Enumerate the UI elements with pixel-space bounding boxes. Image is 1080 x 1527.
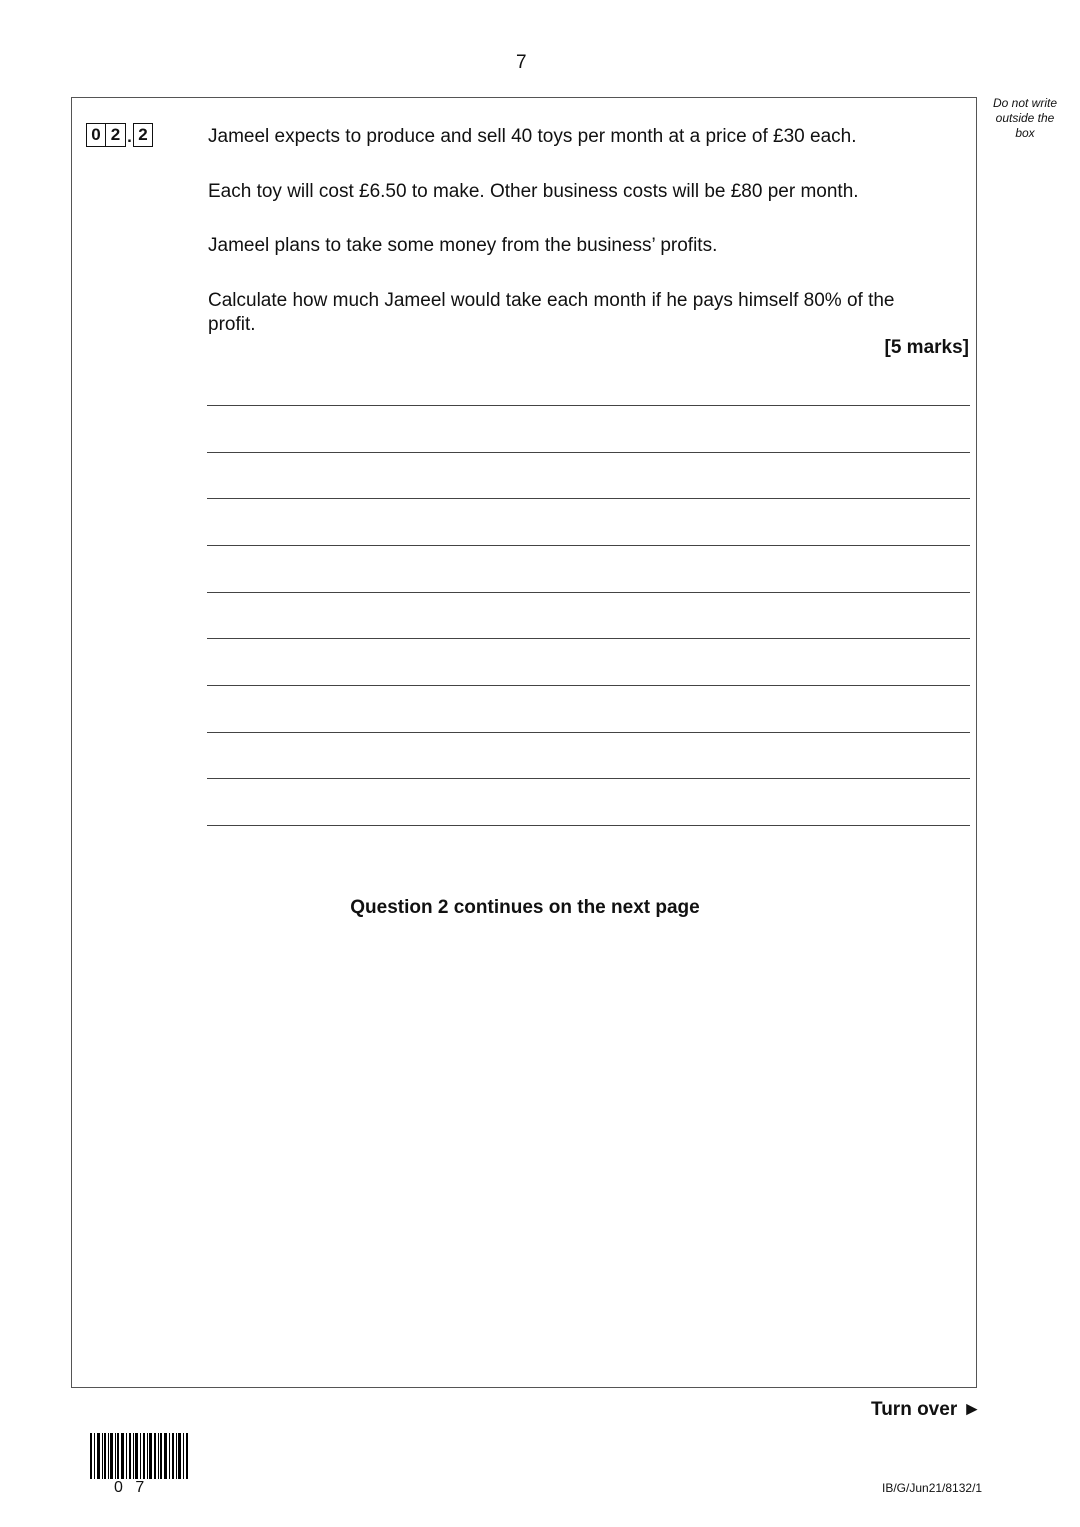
answer-line[interactable] bbox=[207, 405, 970, 406]
reference-code: IB/G/Jun21/8132/1 bbox=[882, 1481, 983, 1495]
question-paragraph: Jameel plans to take some money from the business’ profits. bbox=[208, 235, 718, 256]
question-digit: 0 bbox=[86, 123, 106, 147]
answer-line[interactable] bbox=[207, 452, 970, 453]
question-number bbox=[86, 123, 153, 147]
margin-note: Do not write outside the box bbox=[992, 96, 1058, 140]
marks-label: [5 marks] bbox=[884, 337, 969, 358]
question-paragraph: Jameel expects to produce and sell 40 toys per month at a price of £30 each. bbox=[208, 126, 857, 147]
page-number: 7 bbox=[516, 52, 527, 73]
answer-line[interactable] bbox=[207, 545, 970, 546]
question-digit: 2 bbox=[133, 123, 153, 147]
question-instruction: Calculate how much Jameel would take each month if he pays himself 80% of the profit. bbox=[208, 290, 895, 335]
question-separator: . bbox=[127, 127, 132, 146]
answer-line[interactable] bbox=[207, 778, 970, 779]
answer-line[interactable] bbox=[207, 825, 970, 826]
answer-line[interactable] bbox=[207, 638, 970, 639]
answer-line[interactable] bbox=[207, 732, 970, 733]
continues-note: Question 2 continues on the next page bbox=[350, 897, 700, 918]
barcode-image bbox=[90, 1433, 190, 1479]
answer-line[interactable] bbox=[207, 592, 970, 593]
answer-line[interactable] bbox=[207, 498, 970, 499]
turn-over-label: Turn over ► bbox=[871, 1399, 982, 1420]
answer-line[interactable] bbox=[207, 685, 970, 686]
question-paragraph: Each toy will cost £6.50 to make. Other business costs will be £80 per month. bbox=[208, 181, 859, 202]
barcode-label: 0 7 bbox=[114, 1479, 149, 1496]
question-digit: 2 bbox=[106, 123, 126, 147]
